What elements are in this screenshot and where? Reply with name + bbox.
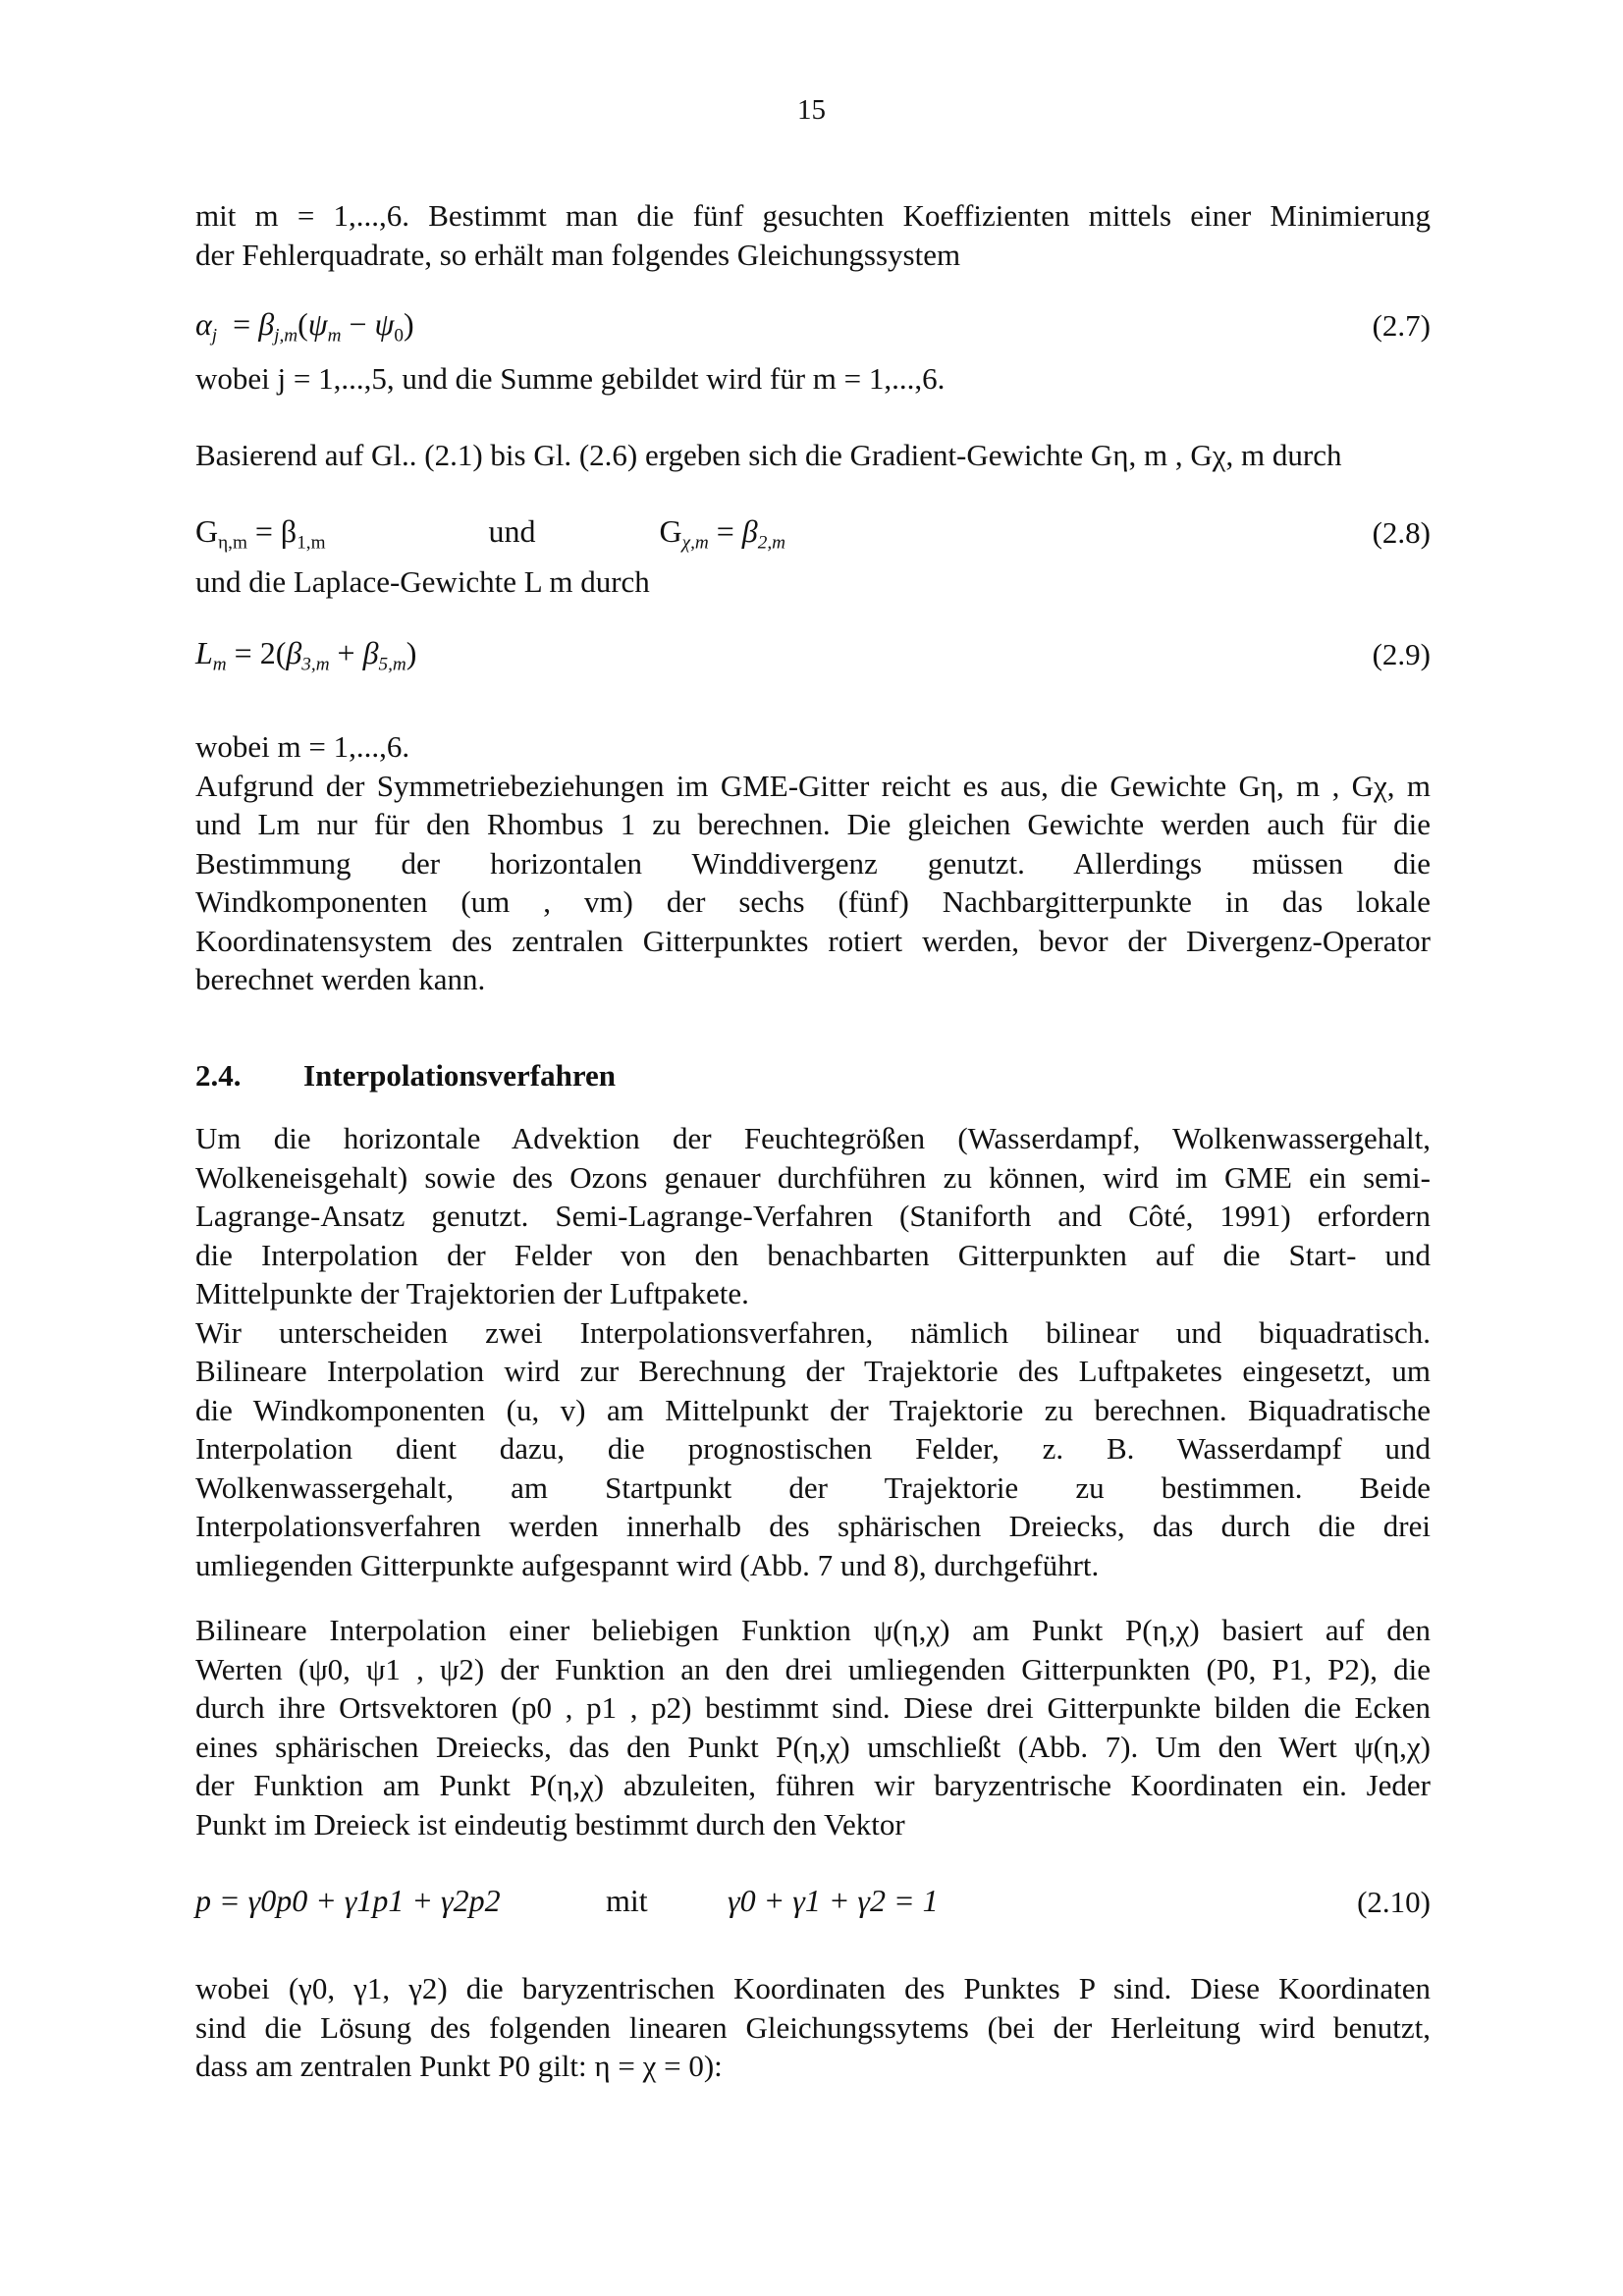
subscript: η,m (218, 532, 247, 554)
equation-body: $L_m = 2(\beta_{3,m} + \beta_{5,m})$ (195, 635, 417, 675)
equation-number: (2.9) (1372, 637, 1431, 671)
paragraph-gradient-weights (195, 436, 1431, 475)
equation-2-8 (195, 513, 1431, 562)
section-heading (195, 1058, 616, 1094)
subscript: 3,m (301, 654, 330, 675)
text-line: wobei (γ0, γ1, γ2) die baryzentrischen Koordinaten des Punktes P sind. Diese Koordinaten (195, 1971, 1431, 2005)
paragraph-intro (195, 196, 1431, 274)
text-line: durch ihre Ortsvektoren (p0 , p1 , p2) bestimmt sind. Diese drei Gitterpunkte bilden die Ecken (195, 1690, 1431, 1725)
text-line: Koordinatensystem des zentralen Gitterpunktes rotiert werden, bevor der Divergenz-Operator (195, 923, 1431, 958)
text-line: sind die Lösung des folgenden linearen Gleichungssytems (bei der Herleitung wird benutzt, (195, 2009, 1431, 2045)
page-number: 15 (797, 94, 826, 126)
text-line: Wolkenwassergehalt, am Startpunkt der Trajektorie zu bestimmen. Beide (195, 1469, 1431, 1505)
text-line: Interpolationsverfahren werden innerhalb des sphärischen Dreiecks, das durch die drei (195, 1509, 1431, 1543)
text-line: Mittelpunkte der Trajektorien der Luftpakete. (195, 1276, 749, 1310)
text-line: Windkomponenten (um , vm) der sechs (fünf) Nachbargitterpunkte in das lokale (195, 884, 1431, 919)
psi-symbol: ψ (307, 306, 328, 342)
paragraph-after-2-7 (195, 359, 1431, 399)
psi-symbol: ψ (374, 306, 395, 342)
equation-body: $G_{\eta,m} = \beta_{1,m}$ und $G_{\chi,m} = \beta_{2,m}$ (195, 513, 785, 554)
paragraph-laplace-weights (195, 562, 1431, 602)
paragraph-interpolation (195, 1119, 1431, 1584)
equation-2-10 (195, 1883, 1431, 1932)
subscript: j (211, 325, 218, 347)
text-line: Wir unterscheiden zwei Interpolationsverfahren, nämlich bilinear und biquadratisch. (195, 1314, 1431, 1350)
equation-number: (2.8) (1372, 515, 1431, 550)
subscript: 2,m (757, 532, 785, 554)
mit-text: mit (606, 1883, 648, 1918)
text-line: Interpolation dient dazu, die prognostischen Felder, z. B. Wasserdampf und (195, 1431, 1431, 1466)
subscript: χ,m (681, 532, 709, 554)
text-line: Bestimmung der horizontalen Winddivergenz genutzt. Allerdings müssen die (195, 845, 1431, 881)
text-line: Punkt im Dreieck ist eindeutig bestimmt durch den Vektor (195, 1806, 905, 1842)
text-line: Bilineare Interpolation einer beliebigen Funktion ψ(η,χ) am Punkt P(η,χ) basiert auf den (195, 1613, 1431, 1647)
text-line: dass am zentralen Punkt P0 gilt: η = χ = 0): (195, 2049, 723, 2083)
paragraph-bilinear (195, 1611, 1431, 1843)
equation-2-7 (195, 306, 1431, 355)
text-line: Wolkeneisgehalt) sowie des Ozons genauer durchführen zu können, wird im GME ein semi- (195, 1159, 1431, 1195)
equation-number: (2.10) (1357, 1885, 1431, 1919)
text-line: Um die horizontale Advektion der Feuchtegrößen (Wasserdampf, Wolkenwassergehalt, (195, 1121, 1431, 1155)
subscript: m (212, 654, 227, 675)
section-title: Interpolationsverfahren (303, 1058, 617, 1093)
text-line: Aufgrund der Symmetriebeziehungen im GME-Gitter reicht es aus, die Gewichte Gη, m , Gχ, m (195, 768, 1431, 803)
paragraph-barycentric (195, 1969, 1431, 2086)
text-line: die Interpolation der Felder von den benachbarten Gitterpunkten auf die Start- und (195, 1237, 1431, 1272)
equation-body: $\alpha_j = \beta_{j,m}(\psi_m - \psi_0)$ (195, 306, 414, 347)
text-line: der Funktion am Punkt P(η,χ) abzuleiten, führen wir baryzentrische Koordinaten ein. Jeder (195, 1768, 1431, 1802)
text-line: eines sphärischen Dreiecks, das den Punkt P(η,χ) umschließt (Abb. 7). Um den Wert ψ(η,χ) (195, 1729, 1431, 1764)
text-line: mit m = 1,...,6. Bestimmt man die fünf gesuchten Koeffizienten mittels einer Minimierung (195, 198, 1431, 233)
subscript: j,m (274, 325, 298, 347)
subscript: m (327, 325, 342, 347)
text-line: und Lm nur für den Rhombus 1 zu berechnen. Die gleichen Gewichte werden auch für die (195, 807, 1431, 841)
paragraph-symmetry (195, 727, 1431, 999)
equation-number: (2.7) (1372, 308, 1431, 343)
section-number: 2.4. (195, 1058, 242, 1093)
text-line: berechnet werden kann. (195, 962, 486, 996)
text-line: wobei j = 1,...,5, und die Summe gebildet wird für m = 1,...,6. (195, 361, 946, 396)
equation-lhs: p = γ0p0 + γ1p1 + γ2p2 (195, 1883, 501, 1918)
subscript: 0 (394, 325, 405, 347)
equation-2-9 (195, 635, 1431, 684)
text-line: wobei m = 1,...,6. (195, 729, 410, 764)
text-line: Bilineare Interpolation wird zur Berechnung der Trajektorie des Luftpaketes eingesetzt, um (195, 1354, 1431, 1388)
text-line: umliegenden Gitterpunkte aufgespannt wird (Abb. 7 und 8), durchgeführt. (195, 1547, 1100, 1582)
text-line: die Windkomponenten (u, v) am Mittelpunkt der Trajektorie zu berechnen. Biquadratische (195, 1392, 1431, 1427)
beta-symbol: β (258, 306, 275, 342)
subscript: 5,m (378, 654, 406, 675)
text-line: Werten (ψ0, ψ1 , ψ2) der Funktion an den drei umliegenden Gitterpunkten (P0, P1, P2), die (195, 1651, 1431, 1686)
und-text: und (488, 513, 536, 549)
text-line: der Fehlerquadrate, so erhält man folgendes Gleichungssystem (195, 237, 961, 272)
alpha-symbol: α (195, 306, 212, 342)
text-line: Lagrange-Ansatz genutzt. Semi-Lagrange-Verfahren (Staniforth and Côté, 1991) erfordern (195, 1199, 1431, 1233)
text-line: und die Laplace-Gewichte L m durch (195, 564, 650, 599)
subscript: 1,m (297, 532, 326, 554)
equation-rhs: γ0 + γ1 + γ2 = 1 (728, 1883, 939, 1918)
text-line: Basierend auf Gl.. (2.1) bis Gl. (2.6) ergeben sich die Gradient-Gewichte Gη, m , Gχ, m durch (195, 438, 1342, 472)
